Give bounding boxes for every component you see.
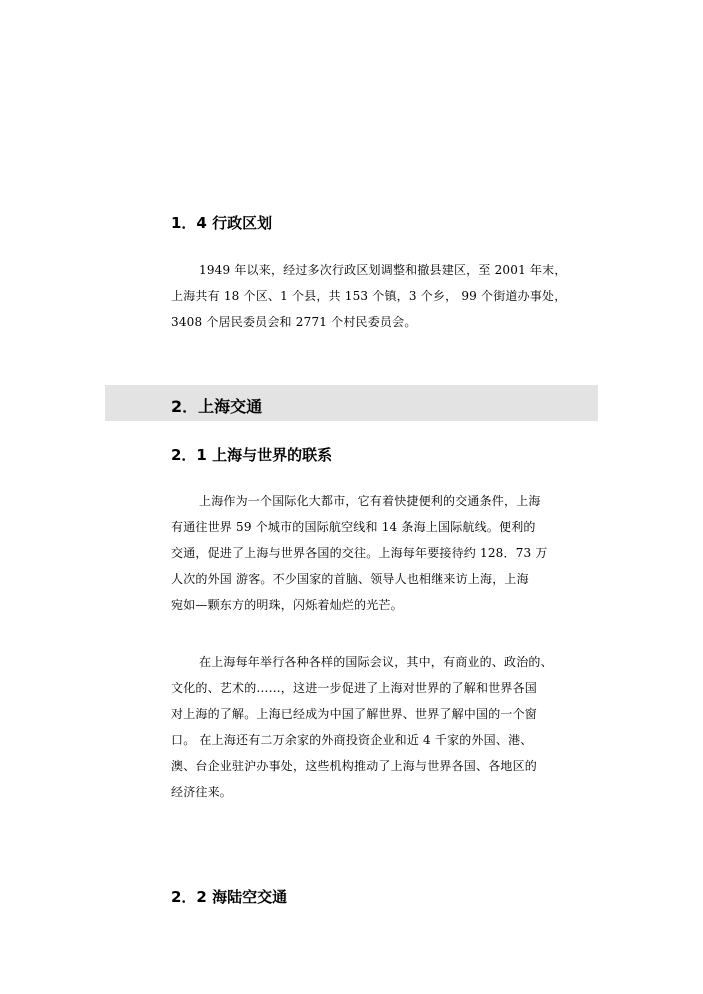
- paragraph-line: 有通往世界 59 个城市的国际航空线和 14 条海上国际航线。便利的: [171, 520, 536, 534]
- paragraph-line: 在上海每年举行各种各样的国际会议，其中，有商业的、政治的、: [199, 655, 553, 669]
- section-2-heading: 2．上海交通: [171, 397, 263, 416]
- paragraph-line: 宛如—颗东方的明珠，闪烁着灿烂的光芒。: [171, 598, 403, 612]
- section-2-1-paragraph-1: [171, 488, 611, 618]
- paragraph-line: 3408 个居民委员会和 2771 个村民委员会。: [171, 315, 417, 329]
- paragraph-line: 人次的外国 游客。不少国家的首脑、领导人也相继来访上海，上海: [171, 572, 529, 586]
- paragraph-line: 上海作为一个国际化大都市，它有着快捷便利的交通条件，上海: [199, 494, 541, 508]
- paragraph-line: 交通，促进了上海与世界各国的交往。上海每年要接待约 128．73 万: [171, 546, 548, 560]
- paragraph-line: 1949 年以来，经过多次行政区划调整和撤县建区，至 2001 年末，: [199, 263, 567, 277]
- paragraph-line: 口。 在上海还有二万余家的外商投资企业和近 4 千家的外国、港、: [171, 733, 533, 747]
- section-2-1-paragraph-2: [171, 649, 611, 805]
- section-1-4-paragraph: [171, 257, 611, 335]
- section-2-2-heading: 2．2 海陆空交通: [171, 888, 288, 906]
- paragraph-line: 澳、台企业驻沪办事处，这些机构推动了上海与世界各国、各地区的: [171, 759, 538, 773]
- paragraph-line: 对上海的了解。上海已经成为中国了解世界、世界了解中国的一个窗: [171, 707, 538, 721]
- paragraph-line: 上海共有 18 个区、1 个县，共 153 个镇，3 个乡， 99 个街道办事处，: [171, 289, 567, 303]
- paragraph-line: 文化的、艺术的……，这进一步促进了上海对世界的了解和世界各国: [171, 681, 538, 695]
- section-1-4-heading: 1．4 行政区划: [171, 214, 273, 232]
- section-2-1-heading: 2．1 上海与世界的联系: [171, 446, 333, 464]
- paragraph-line: 经济往来。: [171, 785, 233, 799]
